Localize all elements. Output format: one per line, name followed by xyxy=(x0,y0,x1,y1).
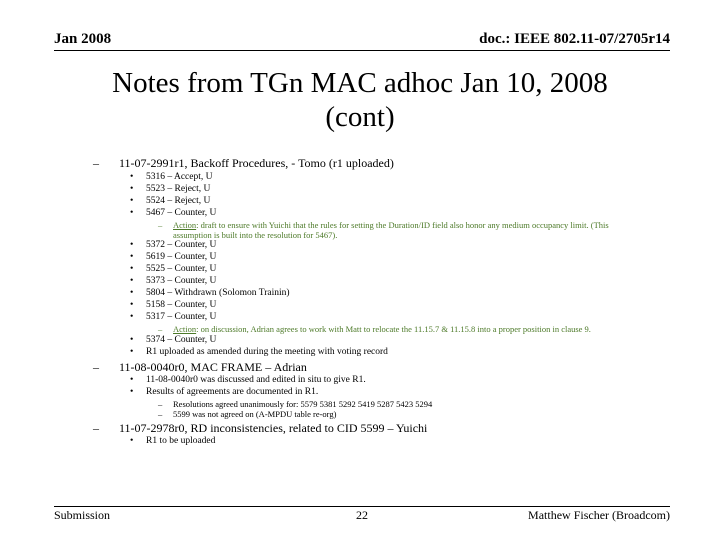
list-item: 5467 – Counter, U xyxy=(146,208,217,218)
dash-marker: – xyxy=(158,399,163,409)
bullet-icon: • xyxy=(130,208,134,218)
list-item: 5316 – Accept, U xyxy=(146,172,213,182)
list-item: 5317 – Counter, U xyxy=(146,312,217,322)
list-item: R1 uploaded as amended during the meeting with voting record xyxy=(146,347,388,357)
bullet-icon: • xyxy=(130,387,134,397)
action-label: Action xyxy=(173,220,197,230)
list-item: 5524 – Reject, U xyxy=(146,196,211,206)
note-item: 5599 was not agreed on (A-MPDU table re-org) xyxy=(173,409,337,419)
action-note-1-cont: assumption is built into the resolution for 5467). xyxy=(173,230,338,240)
list-item: 5523 – Reject, U xyxy=(146,184,211,194)
list-item: Results of agreements are documented in R1. xyxy=(146,387,319,397)
bullet-icon: • xyxy=(130,312,134,322)
dash-marker: – xyxy=(93,421,99,435)
bullet-icon: • xyxy=(130,240,134,250)
footer-author: Matthew Fischer (Broadcom) xyxy=(528,508,670,522)
list-item-2991r1: 11-07-2991r1, Backoff Procedures, - Tomo (r1 uploaded) xyxy=(119,156,394,170)
bullet-icon: • xyxy=(130,252,134,262)
action-note-2 xyxy=(173,324,591,334)
bullet-icon: • xyxy=(130,184,134,194)
action-text: : draft to ensure with Yuichi that the rules for setting the Duration/ID field also honor any medium occupancy limit. (This xyxy=(196,220,609,230)
list-item: 5525 – Counter, U xyxy=(146,264,217,274)
bullet-icon: • xyxy=(130,172,134,182)
bullet-icon: • xyxy=(130,300,134,310)
bullet-icon: • xyxy=(130,347,134,357)
dash-marker: – xyxy=(93,360,99,374)
bullet-icon: • xyxy=(130,436,134,446)
title-line-2: (cont) xyxy=(325,101,395,133)
list-item: 5372 – Counter, U xyxy=(146,240,217,250)
dash-marker: – xyxy=(93,156,99,170)
list-item-2978r0: 11-07-2978r0, RD inconsistencies, related to CID 5599 – Yuichi xyxy=(119,421,428,435)
bullet-icon: • xyxy=(130,264,134,274)
title-line-1: Notes from TGn MAC adhoc Jan 10, 2008 xyxy=(112,67,608,99)
bullet-icon: • xyxy=(130,335,134,345)
footer-page-number: 22 xyxy=(356,508,368,522)
dash-marker: – xyxy=(158,324,163,334)
list-item: 5374 – Counter, U xyxy=(146,335,217,345)
dash-marker: – xyxy=(158,409,163,419)
footer-rule xyxy=(54,506,670,507)
header-rule xyxy=(54,50,670,51)
list-item: 11-08-0040r0 was discussed and edited in situ to give R1. xyxy=(146,375,366,385)
list-item: 5158 – Counter, U xyxy=(146,300,217,310)
bullet-icon: • xyxy=(130,276,134,286)
list-item: 5804 – Withdrawn (Solomon Trainin) xyxy=(146,288,290,298)
action-label: Action xyxy=(173,324,197,334)
list-item: 5619 – Counter, U xyxy=(146,252,217,262)
dash-marker: – xyxy=(158,220,163,230)
bullet-icon: • xyxy=(130,375,134,385)
list-item: R1 to be uploaded xyxy=(146,436,216,446)
list-item-0040r0: 11-08-0040r0, MAC FRAME – Adrian xyxy=(119,360,307,374)
footer-submission: Submission xyxy=(54,508,111,522)
page-title xyxy=(0,66,720,134)
header-doc-id: doc.: IEEE 802.11-07/2705r14 xyxy=(479,31,670,47)
action-note-1 xyxy=(173,220,609,230)
note-item: Resolutions agreed unanimously for: 5579 5381 5292 5419 5287 5423 5294 xyxy=(173,399,433,409)
bullet-icon: • xyxy=(130,196,134,206)
list-item: 5373 – Counter, U xyxy=(146,276,217,286)
action-text: : on discussion, Adrian agrees to work with Matt to relocate the 11.15.7 & 11.15.8 into a proper position in clause 9. xyxy=(196,324,591,334)
header-date: Jan 2008 xyxy=(54,31,112,47)
bullet-icon: • xyxy=(130,288,134,298)
